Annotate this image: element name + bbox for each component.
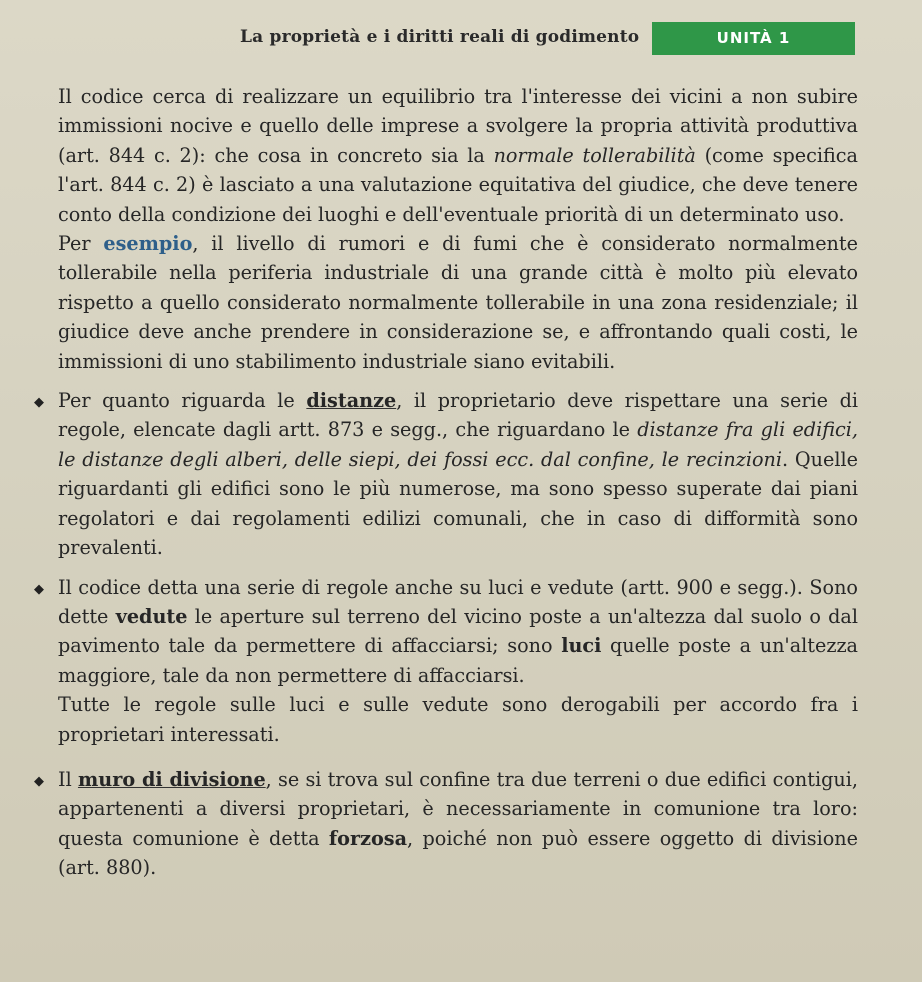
text-run: , poiché non può essere oggetto di divisione (art. 880).: [58, 826, 858, 880]
diamond-bullet-icon: ◆: [34, 395, 44, 411]
body-text: [34, 82, 859, 883]
chapter-title: La proprietà e i diritti reali di godimento: [240, 27, 640, 47]
text-run: , il proprietario deve rispettare una serie di regole, elencate dagli artt. 873 e segg., che riguardano le: [58, 389, 858, 442]
diamond-bullet-icon: ◆: [34, 581, 44, 597]
bullet-paragraph-luci-vedute: [34, 573, 859, 691]
text-run: Il codice cerca di realizzare un equilibrio tra l'interesse dei vicini a non subire immissioni nocive e quello delle imprese a svolgere la propria attività produttiva (art. 844 c. 2): che cosa in concreto sia la: [58, 85, 858, 167]
text-run: quelle poste a un'altezza maggiore, tale da non permettere di affacciarsi.: [58, 634, 858, 687]
text-run: , se si trova sul confine tra due terreni o due edifici contigui, appartenenti a diversi proprietari, è necessariamente in comunione tra loro: questa comunione è detta: [58, 767, 858, 850]
text-run: Il: [58, 767, 78, 791]
bullet-paragraph-distanze: [34, 386, 858, 562]
text-run: Tutte le regole sulle luci e sulle vedute sono derogabili per accordo fra i proprietari interessati.: [58, 693, 858, 746]
keyword-luci: luci: [561, 634, 602, 658]
text-run: , il livello di rumori e di fumi che è considerato normalmente tollerabile nella periferia industriale di una grande città è molto più elevato rispetto a quello considerato normalmente tollerabile in una zona residenziale; il giudice deve anche prendere in considerazione se, e affrontando quali costi, le immissioni di uno stabilimento industriale siano evitabili.: [58, 232, 858, 373]
diamond-bullet-icon: ◆: [34, 773, 44, 789]
paragraph-equilibrio: [58, 82, 858, 229]
text-run: Per quanto riguarda le: [58, 389, 307, 413]
paragraph-esempio: [58, 229, 858, 376]
text-run: . Quelle riguardanti gli edifici sono le più numerose, ma sono spesso superate dai piani regolatori e dai regolamenti edilizi comunali, che in caso di difformità sono prevalenti.: [58, 447, 858, 560]
keyword-vedute: vedute: [115, 604, 188, 628]
text-run: Il codice detta una serie di regole anche su luci e vedute (artt. 900 e segg.). Sono dette: [58, 575, 858, 628]
italic-term: distanze fra gli edifici, le distanze degli alberi, delle siepi, dei fossi ecc. dal confine, le recinzioni: [58, 418, 858, 471]
italic-term: normale tollerabilità: [493, 143, 696, 167]
keyword-esempio: esempio: [103, 232, 193, 256]
text-run: le aperture sul terreno del vicino poste a un'altezza dal suolo o dal pavimento tale da permettere di affacciarsi; sono: [58, 604, 859, 658]
paragraph-derogabili: [58, 690, 858, 749]
bullet-paragraph-muro: [34, 765, 858, 883]
text-run: Per: [58, 232, 104, 256]
unit-badge: UNITÀ 1: [652, 22, 855, 55]
text-run: (come specifica l'art. 844 c. 2) è lasciato a una valutazione equitativa del giudice, che deve tenere conto della condizione dei luoghi e dell'eventuale priorità di un determinato uso.: [58, 143, 858, 226]
keyword-forzosa: forzosa: [328, 826, 408, 850]
page-header: [0, 22, 922, 56]
keyword-muro-divisione: muro di divisione: [77, 767, 266, 791]
keyword-distanze: distanze: [306, 389, 397, 413]
